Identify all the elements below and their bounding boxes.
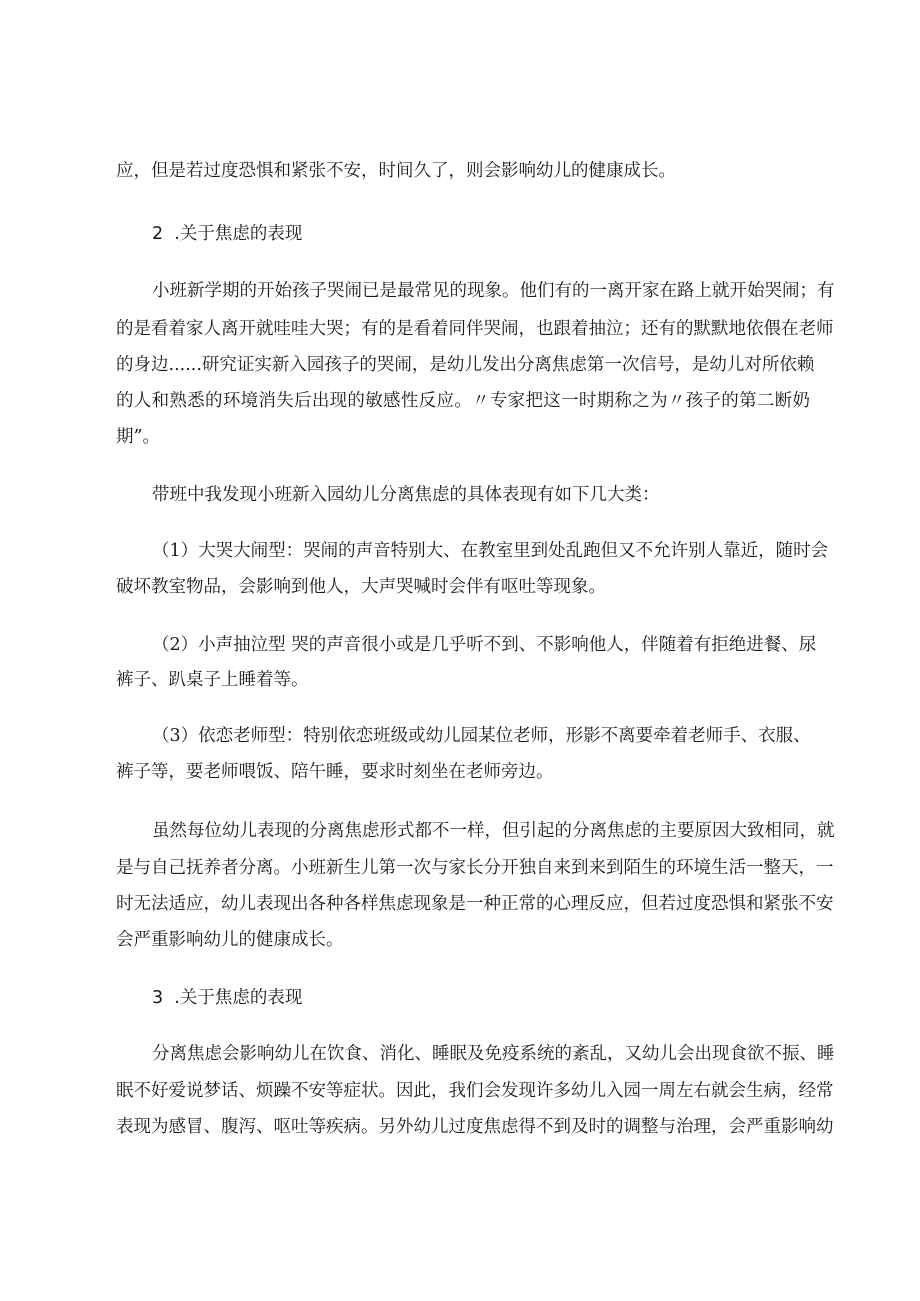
paragraph-line: 带班中我发现小班新入园幼儿分离焦虑的具体表现有如下几大类： [152,485,660,505]
paragraph-line: 期”。 [116,427,160,447]
section-heading: 2 .关于焦虑的表现 [152,224,303,244]
paragraph-line: 是与自己抚养者分离。小班新生儿第一次与家长分开独自来到来到陌生的环境生活一整天，一 [116,858,834,878]
paragraph-line: 小班新学期的开始孩子哭闹已是最常见的现象。他们有的一离开家在路上就开始哭闹；有 [152,281,835,301]
paragraph-line: 时无法适应，幼儿表现出各种各样焦虑现象是一种正常的心理反应，但若过度恐惧和紧张不安 [116,894,834,914]
paragraph-line: 的人和熟悉的环境消失后出现的敏感性反应。〃专家把这一时期称之为〃孩子的第二断奶 [116,391,810,411]
paragraph-line: 虽然每位幼儿表现的分离焦虑形式都不一样，但引起的分离焦虑的主要原因大致相同，就 [152,821,835,841]
paragraph-line: 裤子等，要老师喂饭、陪午睡，要求时刻坐在老师旁边。 [116,762,554,782]
paragraph-line: （3）依恋老师型：特别依恋班级或幼儿园某位老师，形影不离要牵着老师手、衣服、 [152,726,811,746]
paragraph-line: 裤子、趴桌子上睡着等。 [116,670,309,690]
paragraph-line: 表现为感冒、腹泻、呕吐等疾病。另外幼儿过度焦虑得不到及时的调整与治理，会严重影响幼 [116,1117,834,1137]
paragraph-line: 会严重影响幼儿的健康成长。 [116,930,344,950]
paragraph-line: 的是看着家人离开就哇哇大哭；有的是看着同伴哭闹，也跟着抽泣；还有的默默地依偎在老师 [116,319,834,339]
paragraph-line: 眠不好爱说梦话、烦躁不安等症状。因此，我们会发现许多幼儿入园一周左右就会生病，经常 [116,1081,834,1101]
paragraph-line: （1）大哭大闹型：哭闹的声音特别大、在教室里到处乱跑但又不允许别人靠近，随时会 [152,541,829,561]
paragraph-line: 分离焦虑会影响幼儿在饮食、消化、睡眠及免疫系统的紊乱，又幼儿会出现食欲不振、睡 [152,1044,835,1064]
paragraph-line: 破坏教室物品，会影响到他人，大声哭喊时会伴有呕吐等现象。 [116,577,606,597]
section-heading: 3 .关于焦虑的表现 [152,988,303,1008]
paragraph-line: （2）小声抽泣型 哭的声音很小或是几乎听不到、不影响他人，伴随着有拒绝进餐、尿 [152,635,817,655]
paragraph-line: 应，但是若过度恐惧和紧张不安，时间久了，则会影响幼儿的健康成长。 [116,161,676,181]
paragraph-line: 的身边......研究证实新入园孩子的哭闹，是幼儿发出分离焦虑第一次信号，是幼儿对所依赖 [116,355,815,375]
